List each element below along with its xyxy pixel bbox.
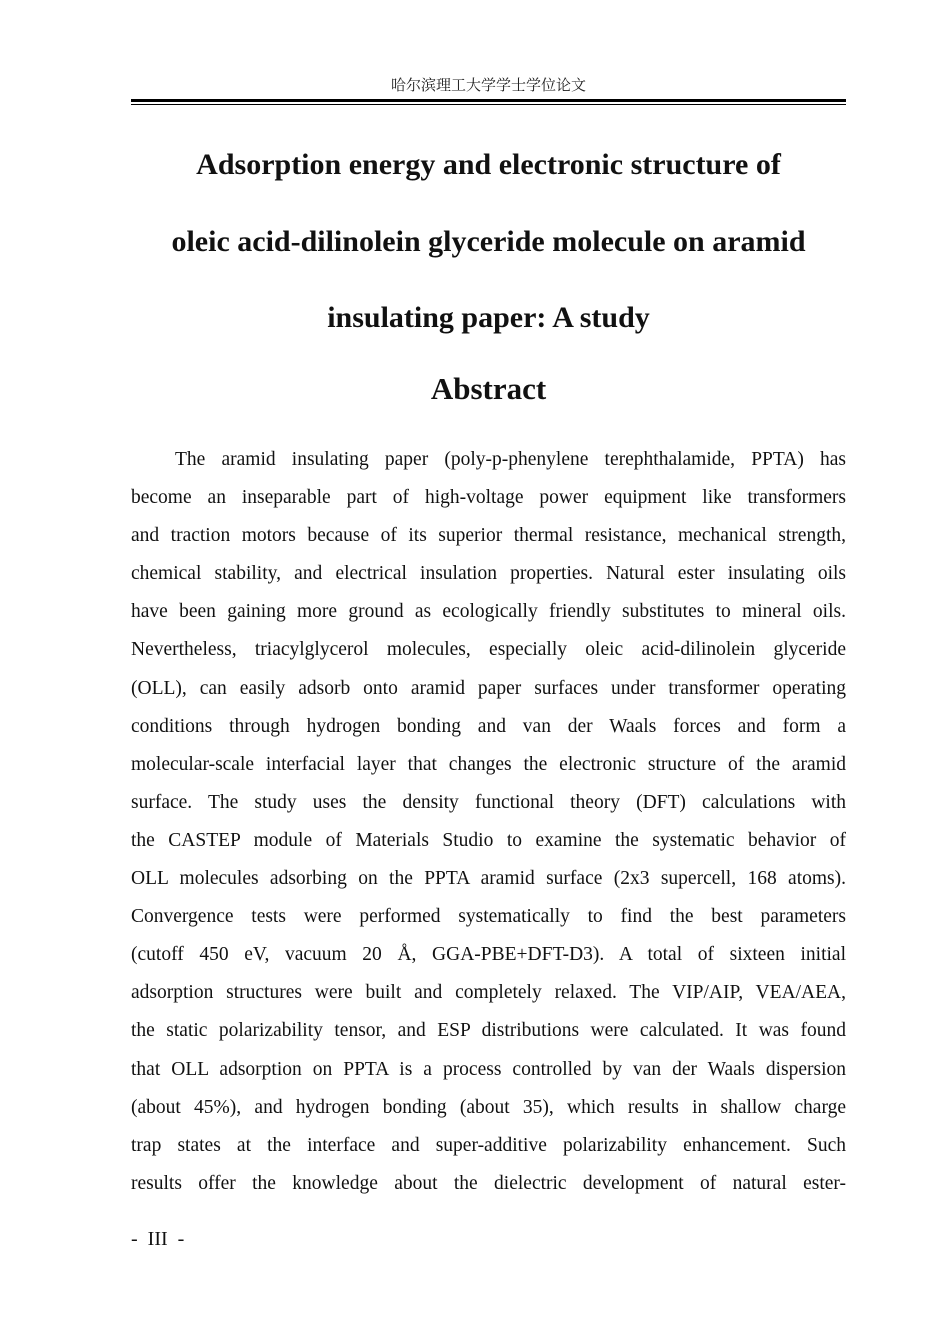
abstract-line: the static polarizability tensor, and ESP distributions were calculated. It was found — [131, 1020, 846, 1042]
title-line: oleic acid-dilinolein glyceride molecule on aramid — [171, 224, 806, 258]
abstract-line: molecular-scale interfacial layer that changes the electronic structure of the aramid — [131, 753, 846, 775]
abstract-heading: Abstract — [430, 371, 547, 406]
abstract-line: Nevertheless, triacylglycerol molecules, especially oleic acid-dilinolein glyceride — [131, 639, 846, 661]
header-rule-thick — [131, 99, 846, 102]
running-header: 哈尔滨理工大学学士学位论文 — [390, 78, 586, 94]
abstract-line: (cutoff 450 eV, vacuum 20 Å, GGA-PBE+DFT-D3). A total of sixteen initial — [131, 944, 846, 966]
abstract-line: become an inseparable part of high-voltage power equipment like transformers — [131, 487, 846, 509]
abstract-line: have been gaining more ground as ecologically friendly substitutes to mineral oils. — [131, 601, 846, 623]
thesis-title — [131, 127, 846, 357]
abstract-line: OLL molecules adsorbing on the PPTA aramid surface (2x3 supercell, 168 atoms). — [131, 868, 846, 890]
abstract-line: that OLL adsorption on PPTA is a process controlled by van der Waals dispersion — [131, 1058, 846, 1080]
abstract-line: The aramid insulating paper (poly-p-phenylene terephthalamide, PPTA) has — [175, 449, 846, 470]
abstract-line: chemical stability, and electrical insulation properties. Natural ester insulating oils — [131, 563, 846, 585]
abstract-line: the CASTEP module of Materials Studio to examine the systematic behavior of — [131, 829, 846, 851]
abstract-line: results offer the knowledge about the dielectric development of natural ester- — [131, 1172, 846, 1194]
abstract-line: conditions through hydrogen bonding and van der Waals forces and form a — [131, 715, 846, 737]
abstract-line: trap states at the interface and super-additive polarizability enhancement. Such — [131, 1134, 846, 1156]
abstract-line: (OLL), can easily adsorb onto aramid paper surfaces under transformer operating — [131, 677, 846, 699]
abstract-line: and traction motors because of its superior thermal resistance, mechanical strength, — [131, 525, 846, 547]
page-number: - III - — [131, 1228, 185, 1250]
abstract-line: (about 45%), and hydrogen bonding (about 35), which results in shallow charge — [131, 1096, 846, 1118]
title-line: Adsorption energy and electronic structure of — [196, 148, 781, 181]
abstract-line: Convergence tests were performed systematically to find the best parameters — [131, 906, 846, 928]
title-line: insulating paper: A study — [327, 301, 650, 334]
abstract-line: surface. The study uses the density functional theory (DFT) calculations with — [131, 791, 846, 813]
header-rule-thin — [131, 104, 846, 105]
abstract-body — [131, 441, 846, 1203]
abstract-line: adsorption structures were built and completely relaxed. The VIP/AIP, VEA/AEA, — [131, 982, 846, 1004]
